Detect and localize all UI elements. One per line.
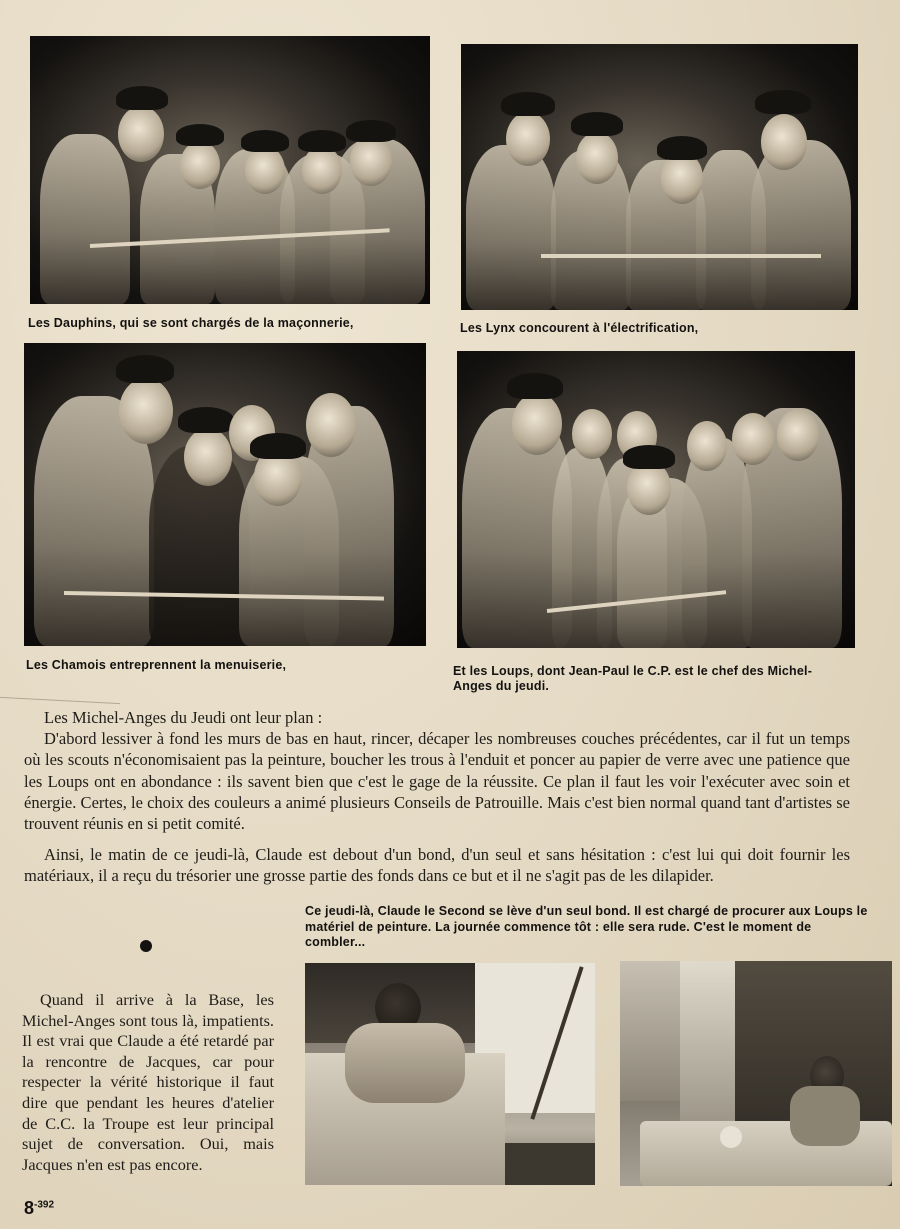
paragraph-plan: Les Michel-Anges du Jeudi ont leur plan : [44,708,323,727]
photo-breakfast [620,961,892,1186]
caption-chamois: Les Chamois entreprennent la menuiserie, [26,658,287,672]
paragraph-jeudi: Ainsi, le matin de ce jeudi-là, Claude est debout d'un bond, d'un seul et sans hésitation : c'est lui qui doit fournir les matériaux, il a reçu du trésorier une grosse partie des fonds dans ce but et il ne s'agit pas de les dilapider. [24,845,850,886]
photo-lynx [461,44,858,310]
photo-dauphins [30,36,430,304]
photo-loups [457,351,855,648]
article-body [24,707,850,887]
photo-chamois [24,343,426,646]
caption-loups: Et les Loups, dont Jean-Paul le C.P. est le chef des Michel-Anges du jeudi. [453,664,813,693]
caption-claude: Ce jeudi-là, Claude le Second se lève d'un seul bond. Il est chargé de procurer aux Loups le matériel de peinture. La journée commence tôt : elle sera rude. C'est le moment de combler... [305,904,868,949]
paper-crease [0,697,120,704]
paragraph-base: Quand il arrive à la Base, les Michel-Anges sont tous là, impatients. Il est vrai que Claude a été retardé par la rencontre de Jacques, car pour respecter la vérité historique il faut dire que pendant les heures d'atelier de C.C. la Troupe est leur principal sujet de conversation. Oui, mais Jacques n'en est pas encore. [22,990,274,1174]
caption-dauphins: Les Dauphins, qui se sont chargés de la maçonnerie, [28,316,354,330]
paragraph-lessiver: D'abord lessiver à fond les murs de bas en haut, rincer, décaper les nombreuses couches précédentes, car il fut un temps où les scouts n'économisaient pas la peinture, boucher les trous à l'enduit et poncer au papier de verre avec une patience que les Loups ont en abondance : ils savent bien que c'est le gage de la réussite. Ce plan il faut les voir l'exécuter avec soin et énergie. Certes, le choix des couleurs a animé plusieurs Conseils de Patrouille. Mais c'est bien normal quand tant d'artistes se trouvent réunis en si petit comité. [24,729,850,834]
photo-claude-waking [305,963,595,1185]
bullet-marker [140,940,152,952]
page-number: $8^{-392}$ [24,1198,55,1218]
caption-lynx: Les Lynx concourent à l'électrification, [460,321,699,335]
side-column-text [22,990,274,1175]
